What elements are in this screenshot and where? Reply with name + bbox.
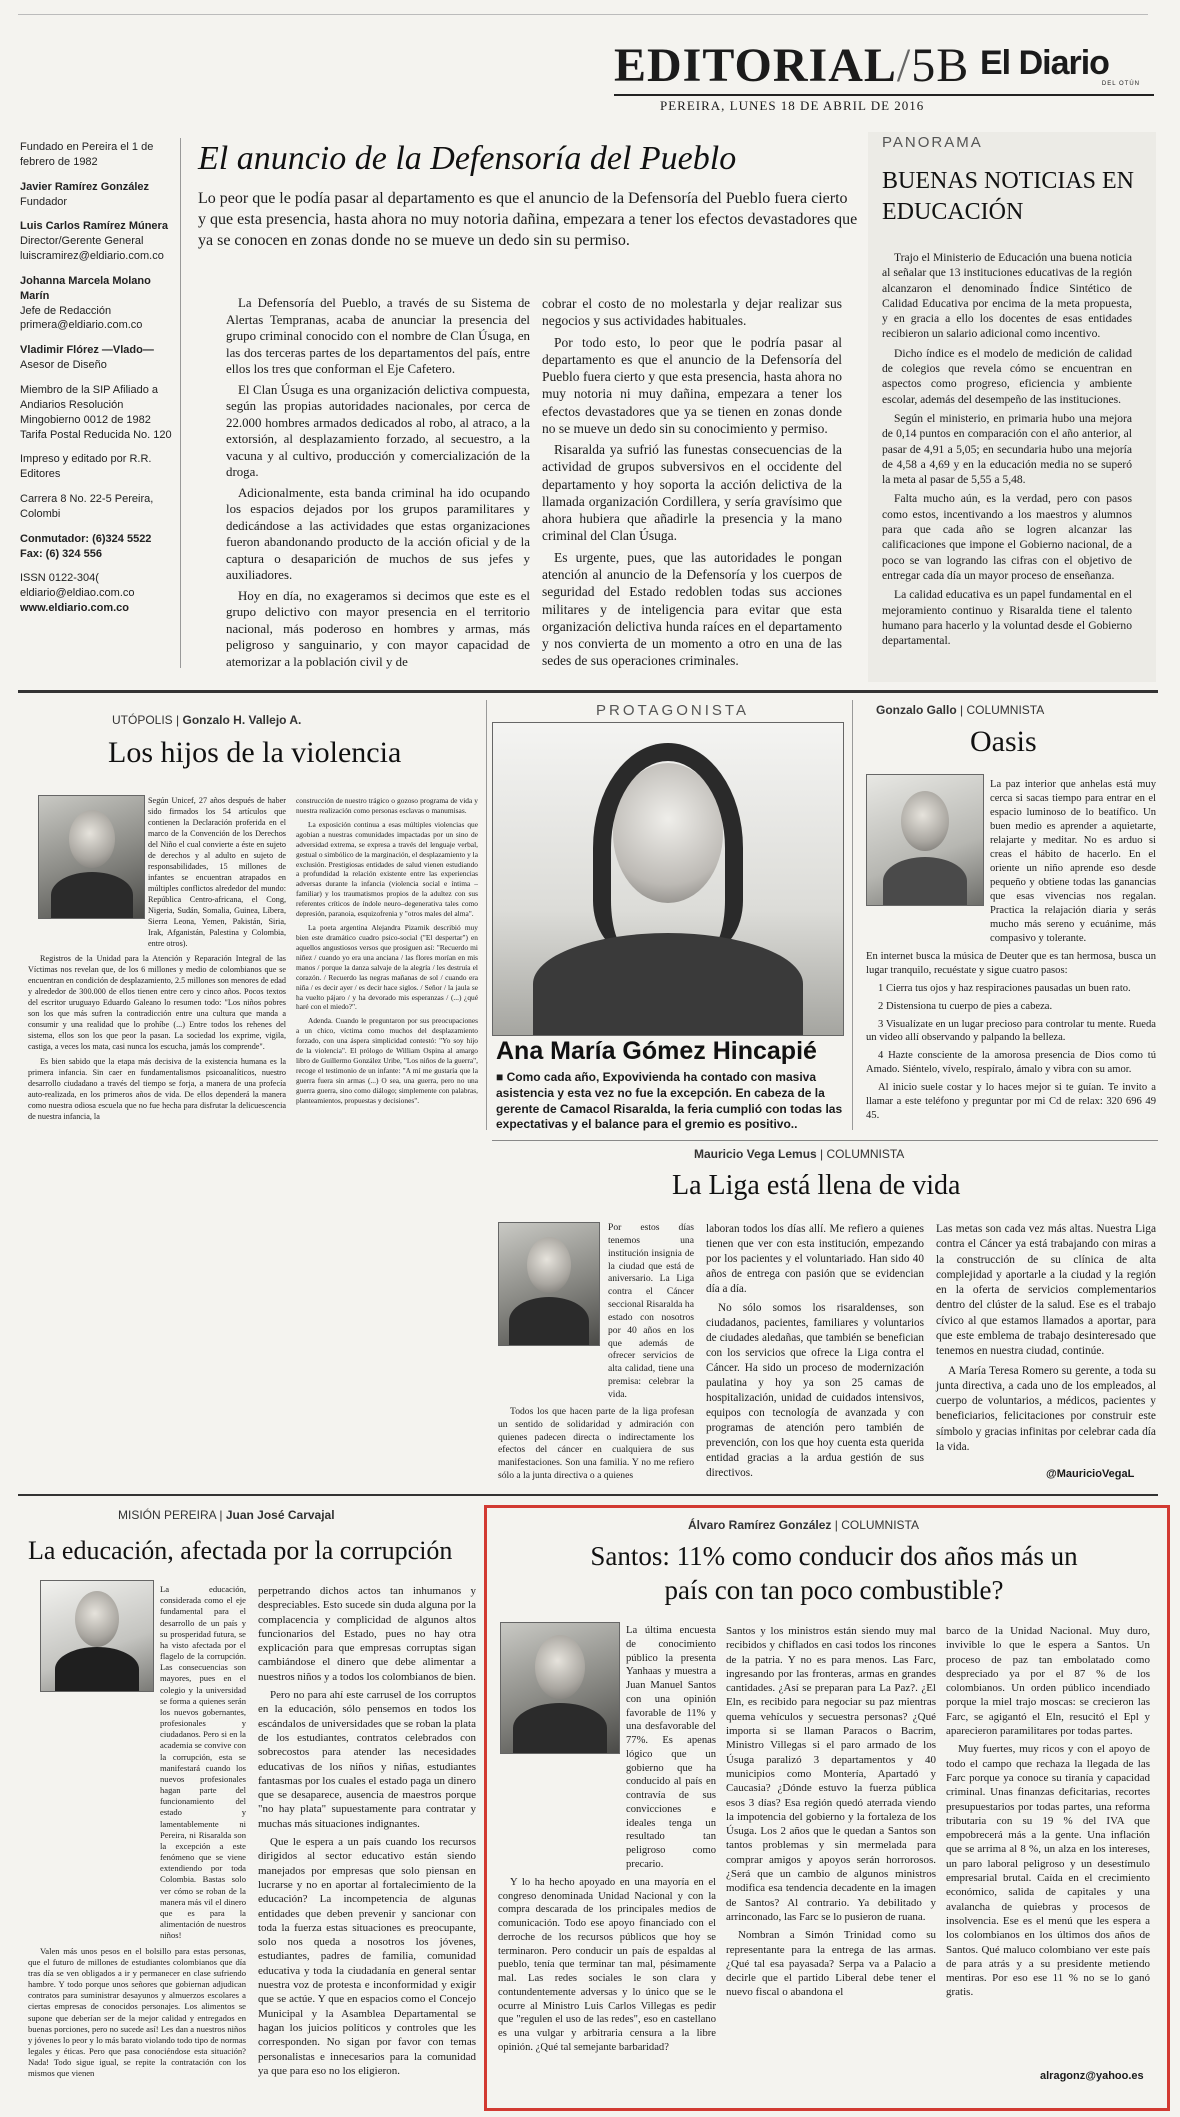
panorama-body xyxy=(882,250,1132,652)
paragraph: Registros de la Unidad para la Atención y Reparación Integral de las Víctimas nos revelan que, de los 6 millones y medio de colombianos que se encuentran en condición de desplazamiento, 2.5 millones son menores de edad y alrededor de 300.000 de ellos tienen entre cero y cinco años. Pocos textos del escritor uruguayo Eduardo Galeano lo resumen todo: "Los niños pobres son los que más sufren la contradicción entre una cultura que manda a consumir y una realidad que lo prohíbe (...) Entre todos los rehenes del sistema, ellos son los que peor la pasan. La sociedad los exprime, vigila, castiga, a veces los mata, casi nunca los escucha, jamás los comprende". xyxy=(28,953,286,1051)
mision-column-1 xyxy=(28,1584,246,2084)
hair-shape xyxy=(593,743,743,953)
section-divider xyxy=(18,1494,1158,1496)
paragraph: Es urgente, pues, que las autoridades le pongan atención al anuncio de la Defensoría y los cuerpos de seguridad del Estado redoblen todas sus acciones militares y de inteligencia para evitar que esta organización delictiva hunda raíces en el departamento y nos convierta de un momento a otro en una de las sedes de sus operaciones criminales. xyxy=(542,549,842,669)
santos-column-2 xyxy=(726,1624,936,2004)
paragraph: 1 Cierra tus ojos y haz respiraciones pausadas un buen rato. xyxy=(878,982,1131,994)
paragraph: 2 Distensiona tu cuerpo de pies a cabeza. xyxy=(878,1000,1053,1012)
santos-byline: Álvaro Ramírez González | COLUMNISTA xyxy=(688,1518,919,1532)
staff-role: Fundador xyxy=(20,195,68,208)
paragraph: Por todo esto, lo peor que le podría pasar al departamento es que el anuncio de la Defensoría del Pueblo fuera cierto y que esta presencia, hasta ahora no muy notoria ni muy dañina, empezara a tener los efectos devastadores que ya se tienen en zonas donde no se mueve un dedo sin su conocimiento y permiso. xyxy=(542,334,842,436)
section-divider xyxy=(492,1140,1158,1141)
page-number: 5B xyxy=(911,39,970,92)
staff-name: Vladimir Flórez —Vlado— xyxy=(20,344,154,357)
sidebar-divider xyxy=(180,138,181,668)
section-divider xyxy=(18,690,1158,693)
utopolis-title: Los hijos de la violencia xyxy=(108,736,402,769)
staff-name: Luis Carlos Ramírez Múnera xyxy=(20,220,168,233)
panorama-box xyxy=(868,132,1156,682)
author-email[interactable]: alragonz@yahoo.es xyxy=(1040,2070,1144,2082)
paragraph: Valen más unos pesos en el bolsillo para estas personas, que el futuro de millones de estudiantes colombianos que día tras día se ven obligados a ir y permanecer en clase sufriendo hambre. Y todo porque unos señores que gobiernan adjudican contratos para suministrar desayunos y almuerzos escolares a ciertas empresas de conocidos personajes. Los alimentos se supone que deberían ser de la mejor calidad y entregados en buenas porciones, pero no sucede así! Les dan a nuestros niños y jóvenes lo peor y lo más barato violando todo tipo de normas legales y éticas. Pero que pasa conociéndose esta situación? Nada! Todo sigue igual, se repite la contratación con los mismos que vienen xyxy=(28,1945,246,2079)
author-name: Mauricio Vega Lemus xyxy=(694,1147,817,1161)
santos-column-3 xyxy=(946,1624,1150,2004)
paragraph: cobrar el costo de no molestarla y dejar realizar sus negocios y sus actividades habituales. xyxy=(542,296,842,329)
staff-member xyxy=(20,180,172,210)
brand-logo xyxy=(980,46,1148,92)
twitter-handle[interactable]: @MauricioVegaL xyxy=(1046,1468,1135,1480)
paragraph: El Clan Úsuga es una organización delictiva compuesta, según las propias autoridades nacionales, por cerca de 22.000 hombres armados dedicados al robo, al atraco, a la extorsión, al desplazamiento forzado, al secuestro, a la vacuna y al cultivo, producción y comercialización de la droga. xyxy=(226,382,530,480)
website-link[interactable]: www.eldiario.com.co xyxy=(20,602,130,615)
paragraph: La paz interior que anhelas está muy cerca si sacas tiempo para entrar en el espacio luminoso de lo beatífico. Un buen medio es aprender a aquietarte, relajarte y meditar. No es arduo si creas el hábito de hacerlo. En el oriente un niño aprende eso desde pequeño y obtiene todas las ganancias que esas vivencias nos regalan. Practica la relajación diaria y serás mucho más sereno y ecuánime, más compasivo y tolerante. xyxy=(990,779,1156,944)
author-name: Gonzalo Gallo xyxy=(876,703,957,717)
brand-name: El Diario xyxy=(980,44,1109,82)
paragraph: laboran todos los días allí. Me refiero a quienes tienen que ver con esta institución, empezando por los pacientes y el voluntariado. Han sido 40 años de entrega con pasión que se evidencian día a día. xyxy=(706,1223,924,1295)
utopolis-column-1 xyxy=(28,796,286,1127)
editorial-column-1 xyxy=(226,295,530,674)
paragraph: A María Teresa Romero su gerente, a toda su junta directiva, a cada uno de los empleados, al cuerpo de voluntarios, a médicos, pacientes y beneficiarios, felicitaciones por construir este símbolo y gracias infinitas por celebrar cada día la vida. xyxy=(936,1364,1156,1453)
masthead-top-rule xyxy=(18,14,1148,15)
liga-column-1 xyxy=(498,1222,694,1487)
membership-note: Miembro de la SIP Afiliado a Andiarios Resolución Mingobierno 0012 de 1982 Tarifa Postal Reducida No. 120 xyxy=(20,383,172,441)
paragraph: Hoy en día, no exageramos si decimos que este es el grupo delictivo con mayor presencia en el territorio nacional, más poderoso en hombres y armas, más peligroso y sanguinario, y con mayor capacidad de atemorizar a la población civil y de xyxy=(226,588,530,669)
paragraph: Trajo el Ministerio de Educación una buena noticia al señalar que 13 instituciones educativas de la región alcanzaron el denominado Índice Sintético de Calidad Educativa por encima de la meta propuesta, y en gracia a ello los docentes de esas entidades recibieron un salario adicional como incentivo. xyxy=(882,251,1132,341)
editorial-lead: Lo peor que le podía pasar al departamento es que el anuncio de la Defensoría del Pueblo fuera cierto y que esta presencia, hasta ahora no muy notoria dañina, empezara a tener los efectos devastadores que ya se conocen en zonas donde no se mueve un dedo sin su permiso. xyxy=(198,190,858,250)
column-divider xyxy=(486,700,487,1130)
author-role: COLUMNISTA xyxy=(826,1147,905,1161)
mision-title: La educación, afectada por la corrupción xyxy=(28,1536,453,1565)
santos-column-1 xyxy=(498,1624,716,2059)
oasis-title: Oasis xyxy=(970,725,1037,758)
paragraph: construcción de nuestro trágico o gozoso programa de vida y nuestra realización como personas esclavas o manumisas. xyxy=(296,796,478,815)
protagonista-kicker: PROTAGONISTA xyxy=(596,702,749,719)
paragraph: Muy fuertes, muy ricos y con el apoyo de todo el campo que rechaza la llegada de las Farc porque ya conoce su tiranía y capacidad criminal. Unas finanzas deficitarias, recortes presupuestarios por todas partes, una reforma tributaria con su 19 % del IVA que empobrecerá más a la gente. Una inflación que se arrima al 8 %, un alza en los intereses, un paro laboral peligroso y un desestímulo empresarial brutal. Caída en el crecimiento económico, salida de capitales y una avalancha de quiebras y procesos de insolvencia. Ese es el menú que les espera a los colombianos en los últimos dos años de Santos. Qué maluco colombiano ver este país de para atrás y a su presidente metiendo mentiras. Por eso ese 11 % no se lo ganó gratis. xyxy=(946,1743,1150,1999)
liga-column-3 xyxy=(936,1222,1156,1459)
paragraph: Que le espera a un país cuando los recursos dirigidos al sector educativo están siendo manejados por empresas que solo piensan en lucrarse y no en aportar al fortalecimiento de la educación? La incompetencia de algunas entidades que deben prevenir y sancionar con toda la fuerza estas situaciones es preocupante, solo nos queda a nosotros los jóvenes, estudiantes, padres de familia, comunidad educativa y toda la ciudadanía en general sentar nuestra voz de protesta e inconformidad y exigir que se actúe. Y que en espacios como el Concejo Municipal y la Asamblea Departamental se hagan los juicios políticos y controles que les corresponden. No sigan por favor con temas personalistas e innecesarios para la comunidad ya que para eso no los eligieron. xyxy=(258,1836,476,2077)
paragraph: Al inicio suele costar y lo haces mejor si te guían. Te invito a llamar a este teléfono y preguntar por mi Cd de relax: 320 696 49 45. xyxy=(866,1082,1156,1122)
section-title xyxy=(614,38,969,93)
staff-member xyxy=(20,274,172,333)
paragraph: Nombran a Simón Trinidad como su representante para la entrega de las armas. ¿Qué tal esa payasada? Serpa va a Palacio a decirle que el partido Liberal debe tener el nuevo fiscal o abandona el xyxy=(726,1929,936,1999)
liga-column-2 xyxy=(706,1222,924,1485)
paragraph: 3 Visualízate en un lugar precioso para controlar tu mente. Rueda un video allí observando y palpando la belleza. xyxy=(866,1018,1156,1044)
paragraph: Y lo ha hecho apoyado en una mayoría en el congreso denominada Unidad Nacional y con la compra descarada de los principales medios de comunicación. Todo ese apoyo financiado con el derroche de los recursos públicos que hoy se terminaron. Pero conducir un país de espaldas al pueblo, tenía que terminar tan mal, pésimamente mal. Las redes sociales le son clara y contundentemente adversas y lo único que se le ocurre al Ministro Luis Carlos Villegas es pedir que "regulen el uso de las redes", eso en castellano es una vulgar y arbitraria censura a la libre opinión. ¿Qué tal semejante barbaridad? xyxy=(498,1876,716,2053)
oasis-body xyxy=(866,778,1156,1127)
paragraph: La calidad educativa es un papel fundamental en el mejoramiento continuo y Risaralda tiene el talento humano para hacerlo y la voluntad desde el Gobierno departamental. xyxy=(882,588,1132,648)
protagonista-caption xyxy=(496,1070,846,1133)
caption-bullet-icon: ■ xyxy=(496,1070,507,1084)
staff-role: Director/Gerente General xyxy=(20,235,144,248)
paragraph: La Defensoría del Pueblo, a través de su Sistema de Alertas Tempranas, acaba de anunciar la presencia del grupo criminal conocido con el nombre de Clan Úsuga, en las dos terceras partes de los departamentos del país, entre ellos los tres que conforman el Eje Cafetero. xyxy=(226,296,530,377)
editorial-title: El anuncio de la Defensoría del Pueblo xyxy=(198,140,737,177)
editorial-column-2 xyxy=(542,295,842,674)
paragraph: Falta mucho aún, es la verdad, pero con pasos como estos, incentivando a los maestros y alumnos para que cada año se logren alcanzar las calificaciones que impone el Gobierno nacional, de a poco se van logrando las cifras con el objetivo de entregar cada día un mayor proceso de enseñanza. xyxy=(882,492,1132,582)
paragraph: Las metas son cada vez más altas. Nuestra Liga contra el Cáncer ya está trabajando con miras a la construcción de su clínica de alta complejidad y aportarle a la ciudad y la región en la oferta de servicios complementarios dentro del clúster de la salud. Ese es el trabajo cívico al que estamos llamados a aportar, para que este emblema de trabajo desinteresado que tenemos en nuestra ciudad, continúe. xyxy=(936,1223,1156,1358)
staff-member xyxy=(20,219,172,264)
founded-note: Fundado en Pereira el 1 de febrero de 1982 xyxy=(20,141,154,168)
section-separator: / xyxy=(896,39,912,92)
caption-text: Como cada año, Expovivienda ha contado con masiva asistencia y esta vez no fue la excepción. En cabeza de la gerente de Camacol Risaralda, la feria cumplió con todas las expectativas y el balance para el gremio es positivo.. xyxy=(496,1070,843,1132)
paragraph: Santos y los ministros están siendo muy mal recibidos y chiflados en casi todos los rincones de la patria. Y no es para menos. Las Farc, ingresando por las fronteras, armas en grandes cantidades. ¿Así se preparan para La Paz?. ¿El Eln, es recibido para negociar su paz mientras quema vehículos y secuestra personas? ¿Qué importa si se llaman Paracos o Bacrim, Ministro Villegas si el paro armado de los Úsuga paralizó 3 departamentos y 40 municipios como Montería, Apartadó y Caucasia? ¿Dónde estuvo la fuerza pública esos 3 días? Esa región quedó aterrada viendo la impotencia del gobierno y la fortaleza de los Úsuga. Los 2 años que le quedan a Santos son tantos problemas y sin mermelada para comprar amigos y apoyos serán horrorosos. ¿Será que un cambio de algunos ministros modifica esa tendencia decadente en la imagen de Santos? Al contrario. Ya debilitado y arrinconado, las Farc se lo pusieron de ruana. xyxy=(726,1625,936,1923)
author-role: COLUMNISTA xyxy=(841,1518,919,1532)
paragraph: En internet busca la música de Deuter que es tan hermosa, busca un lugar tranquilo, recuéstate y sigue cuatro pasos: xyxy=(866,950,1156,976)
protagonista-name: Ana María Gómez Hincapié xyxy=(496,1037,817,1065)
paragraph: Según Unicef, 27 años después de haber sido firmados los 54 artículos que contienen la Declaración proferida en el marco de la Convención de los Derechos del Niño el cual convierte a éste en sujeto de derechos y al adulto en sujeto de responsabilidades, 15 millones de infantes se encuentran atrapados en múltiples conflictos alrededor del mundo: República Centro-africana, el Cong, Nigeria, Sudán, Somalia, Guinea, Líbera, Sierra Leona, Yemen, Pakistán, Siria, Irak, Afganistán, Palestina y Colombia, entre otros). xyxy=(148,796,286,948)
utopolis-column-2 xyxy=(296,796,478,1110)
paragraph: La poeta argentina Alejandra Pizarnik describió muy bien este dramático cuadro psico-social ("El despertar") en aquellos angustiosos versos que prosiguen así: "Recuerdo mi niñez / cuando yo era una anciana / las flores morían en mis manos / porque la danza salvaje de la alegría / les destruía el corazón. / Recuerdo las negras mañanas de sol / cuando era niña / es decir ayer / es decir hace siglos. / Señor / la jaula se ha vuelto pájaro / y ha devorado mis esperanzas / (...) ¿qué haré con el miedo?". xyxy=(296,923,478,1012)
paragraph: Dicho índice es el modelo de medición de calidad de colegios que revela cómo se encuentran en aspectos como progreso, eficiencia y ambiente escolar, además del desempeño de las instituciones. xyxy=(882,346,1132,406)
panorama-title: BUENAS NOTICIAS EN EDUCACIÓN xyxy=(882,168,1134,226)
staff-email[interactable]: primera@eldiario.com.co xyxy=(20,319,143,332)
paragraph: 4 Hazte consciente de la amorosa presencia de Dios como tú Amado. Siéntelo, vívelo, respíralo, ámalo y vibra con su amor. xyxy=(866,1050,1156,1076)
paragraph: Según el ministerio, en primaria hubo una mejora de 0,14 puntos en comparación con el año anterior, al pasar de 4,91 a 5,05; en secundaria hubo una mejoría de 4,58 a 4,69 y en la educación media no se superó la meta al pasar de 5,55 a 5,48. xyxy=(882,411,1132,487)
paragraph: Risaralda ya sufrió las funestas consecuencias de la actividad de grupos subversivos en el occidente del departamento y hoy soporta la acción delictiva de la llamada organización Cordillera, y sería gravísimo que ahora hubiera que añadirle la presencia y la mano criminal del Clan Úsuga. xyxy=(542,442,842,544)
liga-title: La Liga está llena de vida xyxy=(672,1170,961,1201)
masthead-rule xyxy=(614,94,1154,96)
issn: ISSN 0122-304( xyxy=(20,572,99,585)
brand-tag: DEL OTÚN xyxy=(1101,81,1140,87)
paragraph: Pero no para ahí este carrusel de los corruptos en la educación, sólo pensemos en todos los escándalos de universidades que se roban la plata de los estudiantes, contratos celebrados con sobrecostos para atender las necesidades educativas de los niños y niñas, estudiantes fantasmas por los cuales el estado paga un dinero que se desaparece, ausencia de maestros porque "no hay plata" supuestamente para contratar y muchas más situaciones indignantes. xyxy=(258,1689,476,1830)
shoulders-shape xyxy=(533,933,803,1035)
address: Carrera 8 No. 22-5 Pereira, Colombi xyxy=(20,493,154,520)
column-name: MISIÓN PEREIRA xyxy=(118,1508,217,1522)
staff-name: Javier Ramírez González xyxy=(20,180,150,193)
staff-role: Asesor de Diseño xyxy=(20,359,107,372)
paragraph: Todos los que hacen parte de la liga profesan un sentido de solidaridad y admiración con quienes padecen directa o indirectamente los efectos del cáncer en cualquiera de sus manifestaciones. Son una familia. Y no me refiero sólo a la junta directiva o a quienes xyxy=(498,1405,694,1482)
mision-byline: MISIÓN PEREIRA | Juan José Carvajal xyxy=(118,1508,335,1522)
santos-title: Santos: 11% como conducir dos años más un país con tan poco combustible? xyxy=(590,1541,1078,1605)
column-name: UTÓPOLIS xyxy=(112,713,173,727)
utopolis-byline: UTÓPOLIS | Gonzalo H. Vallejo A. xyxy=(112,713,302,727)
paragraph: Es bien sabido que la etapa más decisiva de la existencia humana es la primera infancia. Sin caer en fundamentalismos psicoanalíticos, nuestro desarrollo ciudadano a través del tiempo se forja, a manera de una profecía auto-realizada, en los primeros años de vida. De ellos dependerá la manera como nuestra odiosa escuela que no fue hecha para disfrutar la delicuescencia de nuestra infancia, la xyxy=(28,1056,286,1121)
paragraph: Por estos días tenemos una institución insignia de la ciudad que está de aniversario. La Liga contra el Cáncer seccional Risaralda ha estado con nosotros por 40 años en los que además de ofrecer servicios de alta calidad, tiene una premisa: celebrar la vida. xyxy=(608,1222,694,1400)
author-name: Álvaro Ramírez González xyxy=(688,1518,832,1532)
paragraph: Adenda. Cuando le preguntaron por sus preocupaciones a un chico, víctima como muchos del desplazamiento forzado, con una áspera simplicidad contestó: "Yo soy hijo de la violencia". El prólogo de William Ospina al amargo libro de Guillermo González Uribe, "Los niños de la guerra", recoge el testimonio de un infante: "A mí me gustaría que la guerra fuera sin armas (...) O sea, una guerra, pero no una guerra guerra, sino como diálogo; simplemente con palabras, planteamientos, propuestas y decisiones". xyxy=(296,1016,478,1105)
staff-role: Jefe de Redacción xyxy=(20,304,112,317)
mision-column-2 xyxy=(258,1584,476,2082)
fax: Fax: (6) 324 556 xyxy=(20,547,102,560)
dateline: PEREIRA, LUNES 18 DE ABRIL DE 2016 xyxy=(660,98,925,113)
section-name: EDITORIAL xyxy=(614,39,897,92)
column-divider xyxy=(852,700,853,1130)
paragraph: perpetrando dichos actos tan inhumanos y despreciables. Esto sucede sin duda alguna por la complacencia y complicidad de algunos altos funcionarios del Estado, pues no hay otra explicación para que empresas corruptas sigan cambiándose el dinero que debe alimentar a nuestros niños y a todos los colombianos de bien. xyxy=(258,1585,476,1683)
author-name: Gonzalo H. Vallejo A. xyxy=(182,713,302,727)
paragraph: Adicionalmente, esta banda criminal ha ido ocupando los espacios dejados por los grupos paramilitares y dedicándose a las actividades que estas organizaciones fueron abandonando producto de la acción oficial y de la captura o desaparición de muchos de sus jefes y auxiliadores. xyxy=(226,485,530,583)
author-role: COLUMNISTA xyxy=(966,703,1045,717)
author-name: Juan José Carvajal xyxy=(225,1508,335,1522)
staff-member xyxy=(20,343,172,373)
paragraph: La última encuesta de conocimiento público la presenta Yanhaas y muestra a Juan Manuel Santos con una opinión favorable de 11% y una desfavorable del 77%. Es apenas lógico que un gobierno que ha conducido al país en contravía de sus convicciones e ideales tenga un resultado tan peligroso como precario. xyxy=(626,1625,716,1871)
staff-name: Johanna Marcela Molano Marín xyxy=(20,274,151,302)
oasis-byline: Gonzalo Gallo | COLUMNISTA xyxy=(876,703,1045,717)
masthead xyxy=(18,14,1168,124)
paragraph: La exposición continua a esas múltiples violencias que agobian a nuestras comunidades impactadas por un sino de adversidad extrema, se expresa a través del lenguaje verbal, gestual o simbólico de la marginación, el desplazamiento y la exclusión. Prestigiosas entidades de salud vienen estudiando a profundidad la relación existente entre las experiencias adversas durante la infancia (violencia social e íntima –familiar) y los traumatismos propios de la adultez con sus referentes críticos de índole neuro–degenerativa tales como depresión, paranoia, esquizofrenia y "otros males del alma". xyxy=(296,819,478,919)
paragraph: No sólo somos los risaraldenses, son ciudadanos, pacientes, familiares y voluntarios de ciudades aledañas, que también se benefician con los servicios que ofrece la Liga contra el Cáncer. Ha sido un proceso de modernización paulatina y hoy ya son 25 camas de hospitalización, unidad de cuidados intensivos, equipos con tecnología de avanzada y con programas de atención pero también de prevención, con los que hoy cuenta esta querida entidad gracias a la ardua gestión de sus directivos. xyxy=(706,1302,924,1479)
contact-email[interactable]: eldiario@eldiao.com.co xyxy=(20,587,135,600)
staff-box xyxy=(20,140,172,626)
printing-note: Impreso y editado por R.R. Editores xyxy=(20,453,152,481)
paragraph: barco de la Unidad Nacional. Muy duro, invivible lo que le espera a Santos. Un proceso de paz tan embolatado como despreciado ya por el 87 % de los colombianos. Un orden público incendiado porque la miel trajo moscas: se crecieron las Farc, se agigantó el Eln, resucitó el Epl y aparecieron paramilitares por todas partes. xyxy=(946,1625,1150,1738)
web-block xyxy=(20,571,172,616)
staff-email[interactable]: luiscramirez@eldiario.com.co xyxy=(20,250,164,263)
contact-block xyxy=(20,532,172,562)
phone: Conmutador: (6)324 5522 xyxy=(20,532,152,545)
liga-byline: Mauricio Vega Lemus | COLUMNISTA xyxy=(694,1147,905,1161)
panorama-kicker: PANORAMA xyxy=(882,134,983,151)
paragraph: La educación, considerada como el eje fundamental para el desarrollo de un país y su prosperidad futura, se ha visto afectada por el flagelo de la corrupción. Las consecuencias son mayores, pues en el colegio y la universidad se forma a quienes serán los nuevos gobernantes, profesionales y ciudadanos. Pero si en la academia se convive con la corrupción, esta se manifestará cuando los nuevos profesionales hagan parte del funcionamiento del estado y lamentablemente ni Pereira, ni Risaralda son la excepción a este fenómeno que se viene extendiendo por toda Colombia. Bastas solo ver cómo se roban de la manera más vil el dinero que es para la alimentación de nuestros niños! xyxy=(160,1584,246,1941)
protagonista-photo xyxy=(492,722,844,1036)
